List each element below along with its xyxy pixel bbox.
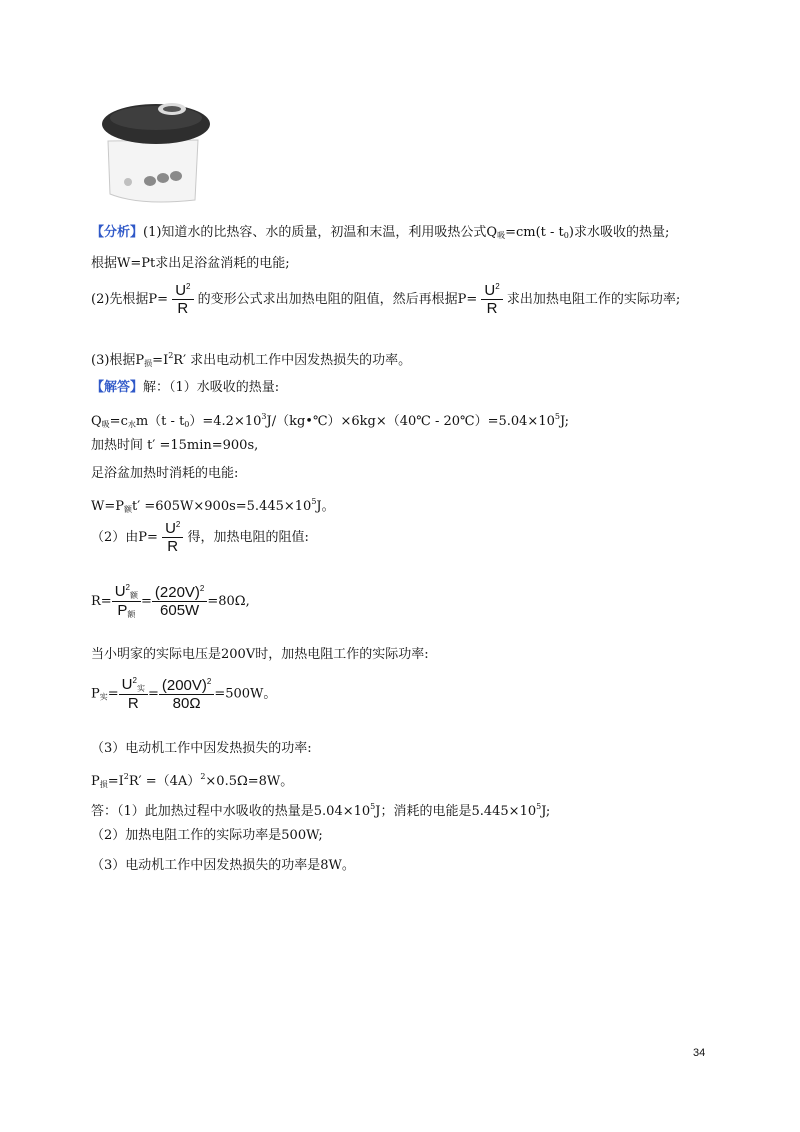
- actual-power-fraction-2: $\frac{(200V)^2}{80\Omega}$: [159, 677, 214, 712]
- analysis-line-1: 【分析】(1)知道水的比热容、水的质量，初温和末温，利用吸热公式$Q_吸=cm(t - t_0)$求水吸收的热量;: [91, 225, 670, 240]
- heating-time: 加热时间 t′ =15min=900s,: [91, 438, 259, 453]
- power-formula-fraction-2: $\frac{U^2}{R}$: [481, 282, 502, 317]
- solution-intro: 【解答】解：（1）水吸收的热量:: [91, 380, 280, 395]
- energy-equation: $W=P_额t' =605W\times 900s=5.445\times 10^5J$。: [91, 497, 335, 514]
- answer-line-2: （2）加热电阻工作的实际功率是500W;: [91, 828, 323, 843]
- resistance-fraction-2: $\frac{(220V)^2}{605W}$: [152, 584, 207, 619]
- page-number: 34: [693, 1047, 706, 1059]
- analysis-line-2: 根据W=Pt求出足浴盆消耗的电能;: [91, 256, 290, 271]
- motor-loss-label: （3）电动机工作中因发热损失的功率:: [91, 741, 312, 756]
- resistance-fraction-1: $\frac{U^2_额}{P_额}$: [112, 583, 141, 620]
- power-formula-fraction-3: $\frac{U^2}{R}$: [162, 520, 183, 555]
- answer-line-3: （3）电动机工作中因发热损失的功率是8W。: [91, 858, 355, 873]
- solution-label: 【解答】: [91, 380, 144, 395]
- actual-power-label: 当小明家的实际电压是200V时，加热电阻工作的实际功率:: [91, 647, 429, 662]
- answer-line-1: 答：（1）此加热过程中水吸收的热量是$5.04\times 10^5J$；消耗的电能是$5.445\times 10^5J$;: [91, 802, 551, 819]
- motor-loss-equation: $P_损=I^2R' =(4A)^2\times 0.5\Omega=8W$。: [91, 772, 294, 789]
- energy-label: 足浴盆加热时消耗的电能:: [91, 466, 239, 481]
- actual-power-fraction-1: $\frac{U^2_实}{R}$: [119, 676, 148, 712]
- heat-absorbed-equation: $Q_吸=c_水m(t$ - $t_0)=4.2\times 10^3J/(kg•℃)\times 6kg\times(40℃$ - $20℃)=5.04\times 10^5J$;: [91, 412, 570, 429]
- resistance-equation: R= $\frac{U^2_额}{P_额}$ = $\frac{(220V)^2}{605W}$ =80Ω,: [91, 583, 250, 619]
- power-formula-fraction: $\frac{U^2}{R}$: [172, 282, 193, 317]
- analysis-label: 【分析】: [91, 225, 144, 240]
- analysis-line-3: (2)先根据P= $\frac{U^2}{R}$ 的变形公式求出加热电阻的阻值，然后再根据P= $\frac{U^2}{R}$ 求出加热电阻工作的实际功率;: [91, 282, 681, 317]
- resistance-intro: （2）由P= $\frac{U^2}{R}$ 得，加热电阻的阻值:: [91, 520, 309, 555]
- actual-power-equation: $P_实=$ $\frac{U^2_实}{R}$ = $\frac{(200V)^2}{80\Omega}$ =500W。: [91, 676, 277, 712]
- analysis-line-4: (3)根据$P_损=I^2R'$ 求出电动机工作中因发热损失的功率。: [91, 351, 412, 368]
- foot-bath-image: [100, 96, 215, 208]
